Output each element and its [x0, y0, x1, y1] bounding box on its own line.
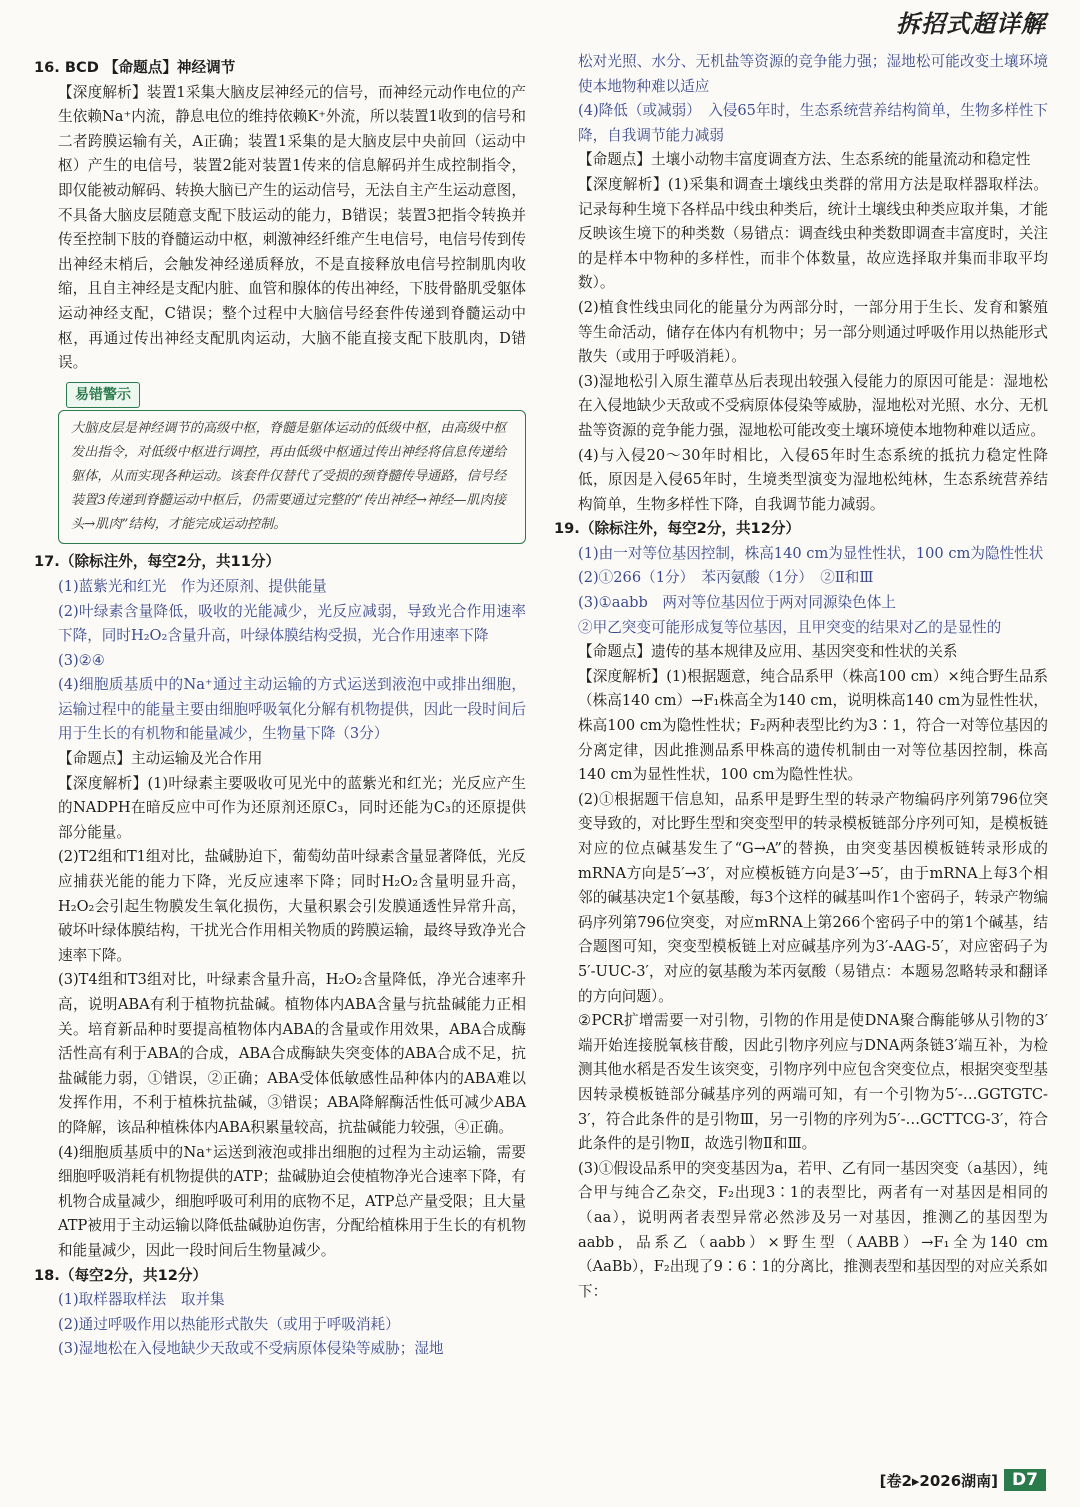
explanation-paragraph: ②PCR扩增需要一对引物，引物的作用是使DNA聚合酶能够从引物的3′端开始连接脱氧核苷酸，因此引物序列应与DNA两条链3′端互补，为检测其他水稻是否发生该突变，引物序列中应包含突变位点，根据突变型基因转录模板链部分碱基序列的两端可知，有一个引物为5′-…GGTGTC-3′，符合此条件的是引物Ⅲ，另一引物的序列为5′-…GCTTCG-3′，符合此条件的是引物Ⅱ，故选引物Ⅱ和Ⅲ。	[578, 1012, 1048, 1153]
answer-line: (3)①aabb 两对等位基因位于两对同源染色体上	[578, 594, 896, 612]
explanation-paragraph: 【深度解析】(1)叶绿素主要吸收可见光中的蓝紫光和红光；光反应产生的NADPH在暗反应中可作为还原剂还原C₃，同时还能为C₃的还原提供部分能量。	[58, 774, 526, 841]
explanation-paragraph: (3)①假设品系甲的突变基因为a，若甲、乙有同一基因突变（a基因），纯合甲与纯合乙杂交，F₂出现3∶1的表型比，两者有一对基因是相同的（aa），说明两者表型异常必然涉及另一对基因，推测乙的基因型为aabb，品系乙（aabb）×野生型（AABB）→F₁全为140 cm（AaBb），F₂出现了9∶6∶1的分离比，推测表型和基因型的对应关系如下：	[578, 1159, 1048, 1300]
volume-label: [卷2▸2026湖南]	[879, 1471, 999, 1490]
explanation-paragraph: 【深度解析】装置1采集大脑皮层神经元的信号，而神经元动作电位的产生依赖Na⁺内流，静息电位的维持依赖K⁺外流，所以装置1收到的信号和二者跨膜运输有关，A正确；装置1采集的是大脑皮层中央前回（运动中枢）产生的电信号，装置2能对装置1传来的信息解码并生成控制指令，即仅能被动解码、转换大脑已产生的运动信号，无法自主产生运动意图，不具备大脑皮层随意支配下肢运动的能力，B错误；装置3把指令转换并传至控制下肢的脊髓运动中枢，刺激神经纤维产生电信号，电信号传到传出神经末梢后，会触发神经递质释放，不是直接释放电信号控制肌肉收缩，且自主神经是支配内脏、血管和腺体的传出神经，下肢骨骼肌受躯体运动神经支配，C错误；整个过程中大脑信号经套件传递到脊髓运动中枢，再通过传出神经支配肌肉运动，大脑不能直接支配下肢肌肉，D错误。	[58, 83, 526, 372]
brand-title: 拆招式超详解	[896, 10, 1046, 38]
question-heading: 16. BCD 【命题点】神经调节	[34, 59, 236, 76]
left-column	[34, 56, 526, 1362]
answer-line: (2)通过呼吸作用以热能形式散失（或用于呼吸消耗）	[58, 1315, 400, 1333]
answer-line: (2)①266（1分） 苯丙氨酸（1分） ②Ⅱ和Ⅲ	[578, 569, 874, 587]
answer-line: (2)叶绿素含量降低，吸收的光能减少，光反应减弱，导致光合作用速率下降，同时H₂O₂含量升高，叶绿体膜结构受损，光合作用速率下降	[58, 602, 526, 645]
explanation-paragraph: 【命题点】主动运输及光合作用	[58, 750, 263, 768]
explanation-paragraph: (3)T4组和T3组对比，叶绿素含量升高，H₂O₂含量降低，净光合速率升高，说明ABA有利于植物抗盐碱。植物体内ABA含量与抗盐碱能力正相关。培育新品种时要提高植物体内ABA的含量或作用效果，ABA合成酶活性高有利于ABA的合成，ABA合成酶缺失突变体的ABA合成不足，抗盐碱能力弱，①错误，②正确；ABA受体低敏感性品种体内的ABA难以发挥作用，不利于植株抗盐碱，③错误；ABA降解酶活性低可减少ABA的降解，该品种植株体内ABA积累量较高，抗盐碱能力较强，④正确。	[58, 971, 526, 1136]
page-number: D7	[1004, 1469, 1046, 1491]
answer-line: (3)②④	[58, 651, 105, 669]
answer-line: (1)由一对等位基因控制，株高140 cm为显性性状，100 cm为隐性性状	[578, 544, 1044, 562]
question-heading: 17.（除标注外，每空2分，共11分）	[34, 553, 281, 571]
explanation-paragraph: (2)T2组和T1组对比，盐碱胁迫下，葡萄幼苗叶绿素含量显著降低，光反应捕获光能的能力下降，光反应速率下降；同时H₂O₂含量明显升高，H₂O₂会引起生物膜发生氧化损伤，大量积累会引发膜通透性异常升高，破坏叶绿体膜结构，干扰光合作用相关物质的跨膜运输，最终导致净光合速率下降。	[58, 848, 526, 964]
answer-line: 松对光照、水分、无机盐等资源的竞争能力强；湿地松可能改变土壤环境使本地物种难以适应	[578, 53, 1048, 95]
explanation-paragraph: (4)与入侵20～30年时相比，入侵65年时生态系统的抵抗力稳定性降低，原因是入侵65年时，生境类型演变为湿地松纯林，生态系统营养结构简单，生物多样性下降，自我调节能力减弱。	[578, 446, 1048, 513]
answer-line: ②甲乙突变可能形成复等位基因，且甲突变的结果对乙的是显性的	[578, 618, 1002, 636]
answer-line: (4)降低（或减弱） 入侵65年时，生态系统营养结构简单，生物多样性下降，自我调节能力减弱	[578, 102, 1048, 144]
explanation-paragraph: 【命题点】遗传的基本规律及应用、基因突变和性状的关系	[578, 643, 958, 661]
answer-line: (1)取样器取样法 取并集	[58, 1291, 225, 1309]
explanation-paragraph: 【深度解析】(1)根据题意，纯合品系甲（株高100 cm）×纯合野生品系（株高140 cm）→F₁株高全为140 cm，说明株高140 cm为显性性状，株高100 cm为隐性性状；F₂两种表型比约为3∶1，符合一对等位基因的分离定律，因此推测品系甲株高的遗传机制由一对等位基因控制，株高140 cm为显性性状，100 cm为隐性性状。	[578, 667, 1048, 784]
explanation-paragraph: (4)细胞质基质中的Na⁺运送到液泡或排出细胞的过程为主动运输，需要细胞呼吸消耗有机物提供的ATP；盐碱胁迫会使植物净光合速率下降，有机物合成量减少，细胞呼吸可利用的底物不足，ATP总产量受限；且大量ATP被用于主动运输以降低盐碱胁迫伤害，分配给植株用于生长的有机物和能量减少，因此一段时间后生物量减少。	[58, 1143, 526, 1259]
explanation-paragraph: 【深度解析】(1)采集和调查土壤线虫类群的常用方法是取样器取样法。记录每种生境下各样品中线虫种类后，统计土壤线虫种类应取并集，才能反映该生境下的种类数（易错点：调查线虫种类数即调查丰富度时，关注的是样本中物种的多样性，而非个体数量，故应选择取并集而非取平均数）。	[578, 175, 1048, 292]
right-column	[554, 50, 1048, 1304]
warning-label: 易错警示	[66, 382, 140, 409]
answer-line: (1)蓝紫光和红光 作为还原剂、提供能量	[58, 577, 327, 595]
question-heading: 18.（每空2分，共12分）	[34, 1266, 208, 1284]
question-heading: 19.（除标注外，每空2分，共12分）	[554, 520, 801, 538]
answer-line: (4)细胞质基质中的Na⁺通过主动运输的方式运送到液泡中或排出细胞，运输过程中的能量主要由细胞呼吸氧化分解有机物提供，因此一段时间后用于生长的有机物和能量减少，生物量下降（3分）	[58, 676, 526, 743]
answer-line: (3)湿地松在入侵地缺少天敌或不受病原体侵染等威胁；湿地	[58, 1340, 444, 1358]
warning-box: 大脑皮层是神经调节的高级中枢，脊髓是躯体运动的低级中枢，由高级中枢发出指令，对低级中枢进行调控，再由低级中枢通过传出神经将信息传递给躯体，从而实现各种运动。该套件仅替代了受损的颈脊髓传导通路，信号经装置3传递到脊髓运动中枢后，仍需要通过完整的“传出神经→神经—肌肉接头→肌肉”结构，才能完成运动控制。	[58, 410, 526, 544]
explanation-paragraph: (3)湿地松引入原生灌草丛后表现出较强入侵能力的原因可能是：湿地松在入侵地缺少天敌或不受病原体侵染等威胁，湿地松对光照、水分、无机盐等资源的竞争能力强，湿地松可能改变土壤环境使本地物种难以适应。	[578, 372, 1048, 439]
explanation-paragraph: 【命题点】土壤小动物丰富度调查方法、生态系统的能量流动和稳定性	[578, 151, 1031, 169]
explanation-paragraph: (2)①根据题干信息知，品系甲是野生型的转录产物编码序列第796位突变导致的，对比野生型和突变型甲的转录模板链部分序列可知，是模板链对应的位点碱基发生了“G→A”的替换，由突变基因模板链转录形成的mRNA方向是5′→3′，对应模板链方向是3′→5′，由于mRNA上每3个相邻的碱基决定1个氨基酸，每3个这样的碱基叫作1个密码子，转录产物编码序列第796位突变，对应mRNA上第266个密码子中的第1个碱基，结合题图可知，突变型模板链上对应碱基序列为3′-AAG-5′，对应密码子为5′-UUC-3′，对应的氨基酸为苯丙氨酸（易错点：本题易忽略转录和翻译的方向问题）。	[578, 790, 1048, 1005]
explanation-paragraph: (2)植食性线虫同化的能量分为两部分时，一部分用于生长、发育和繁殖等生命活动，储存在体内有机物中；另一部分则通过呼吸作用以热能形式散失（或用于呼吸消耗）。	[578, 298, 1048, 366]
page-footer	[880, 1467, 1046, 1493]
